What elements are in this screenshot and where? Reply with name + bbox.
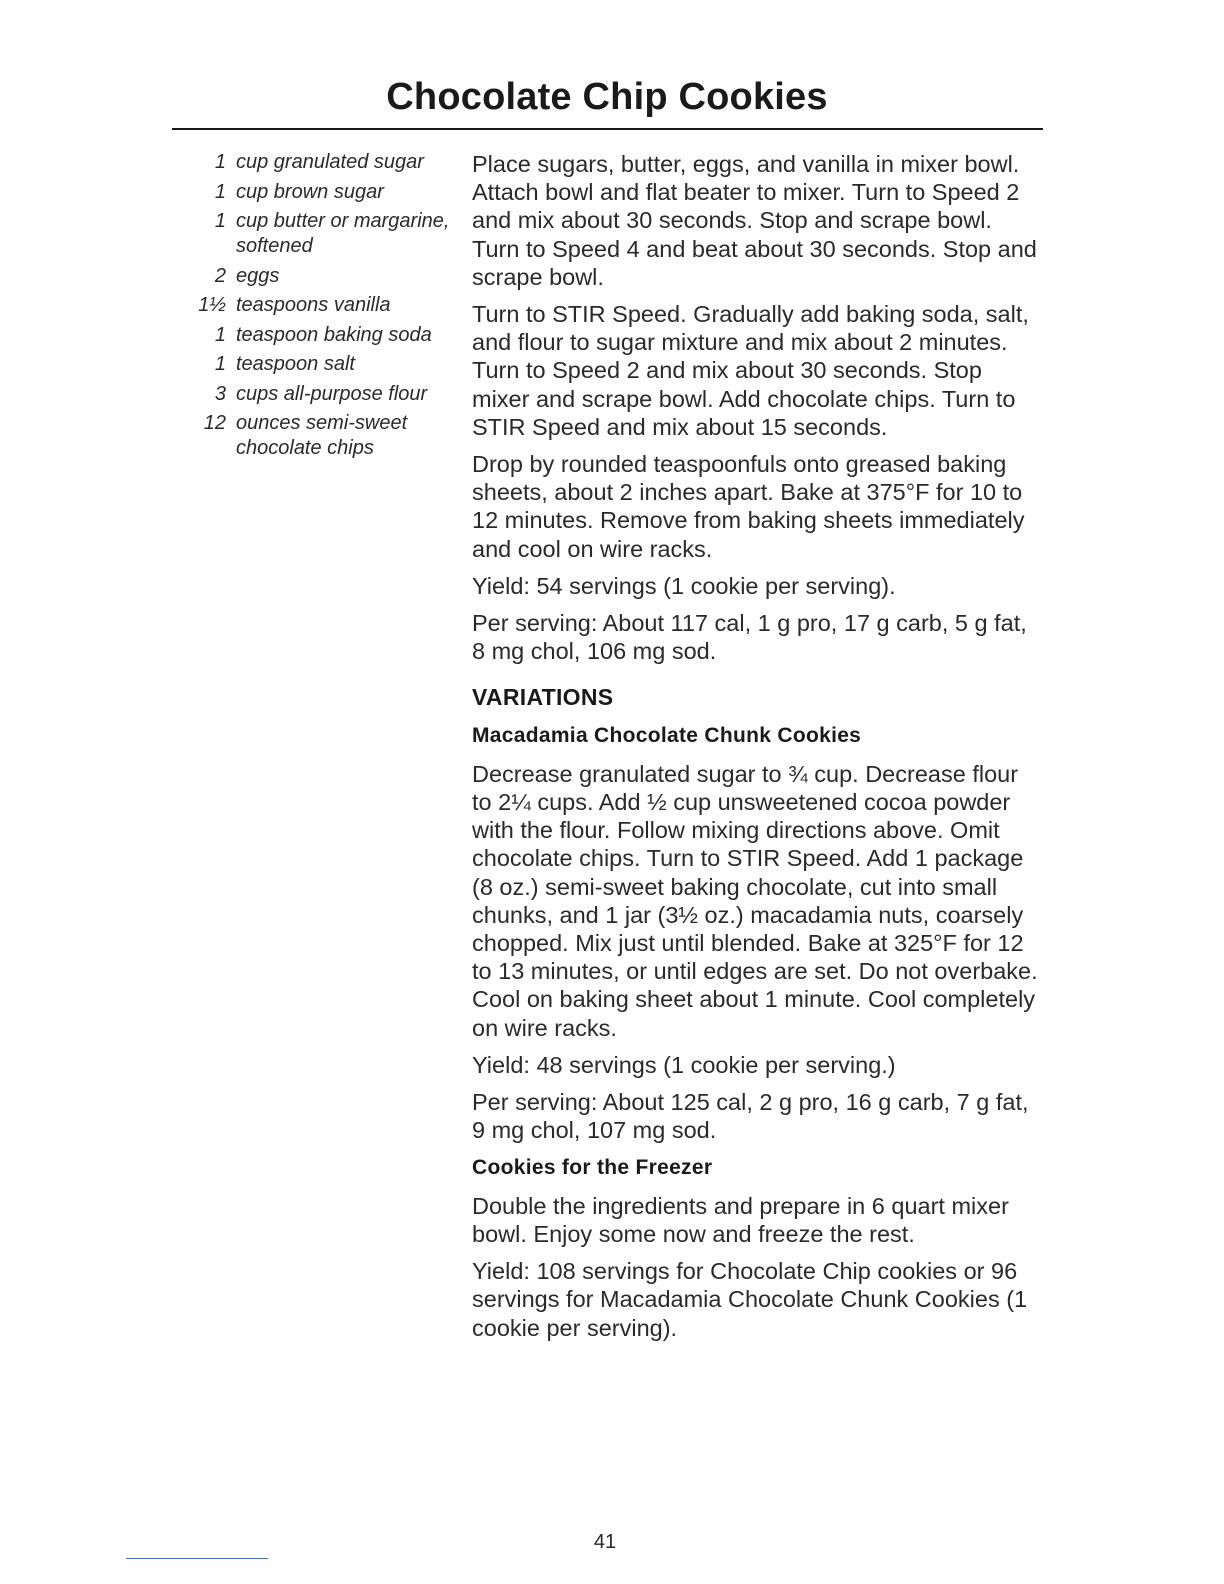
ingredient-qty: 2 [214,264,226,287]
ingredient-qty: 12 [203,412,226,434]
footer-divider [126,1558,268,1559]
instruction-step-1: Place sugars, butter, eggs, and vanilla in mixer bowl. Attach bowl and flat beater to mixer. Turn to Speed 2 and mix about 30 seconds. Stop and scrape bowl. Turn to Speed 4 and beat about 30 seconds. Stop and scrape bowl. [472,151,1037,290]
freezer-heading: Cookies for the Freezer [472,1155,713,1179]
ingredient-qty: 1 [214,180,226,203]
macadamia-yield: Yield: 48 servings (1 cookie per serving.) [472,1051,896,1078]
ingredient-item [188,209,450,259]
macadamia-nutrition: Per serving: About 125 cal, 2 g pro, 16 g carb, 7 g fat, 9 mg chol, 107 mg sod. [472,1089,1029,1144]
variations-heading: VARIATIONS [472,684,614,711]
ingredient-qty: 1 [214,210,226,232]
ingredient-name: teaspoon baking soda [236,323,432,346]
title-divider [172,128,1043,130]
ingredient-item [188,323,450,348]
ingredient-item [188,411,450,461]
macadamia-heading: Macadamia Chocolate Chunk Cookies [472,723,862,747]
ingredient-item [188,150,450,175]
ingredient-name: cup butter or margarine, softened [236,210,450,257]
ingredient-item [188,382,450,407]
macadamia-instructions: Decrease granulated sugar to ¾ cup. Decrease flour to 2¼ cups. Add ½ cup unsweetened cocoa powder with the flour. Follow mixing directions above. Omit chocolate chips. Turn to STIR Speed. Add 1 package (8 oz.) semi-sweet baking chocolate, cut into small chunks, and 1 jar (3½ oz.) macadamia nuts, coarsely chopped. Mix just until blended. Bake at 325°F for 12 to 13 minutes, or until edges are set. Do not overbake. Cool on baking sheet about 1 minute. Cool completely on wire racks. [472,760,1038,1041]
ingredient-item [188,352,450,377]
instructions-column [472,150,1044,1351]
ingredient-name: teaspoons vanilla [236,294,391,316]
yield-text: Yield: 54 servings (1 cookie per serving). [472,572,896,599]
ingredient-name: cup brown sugar [236,180,384,203]
ingredient-qty: 1 [214,353,226,375]
ingredients-list [188,150,450,466]
ingredient-item [188,293,450,318]
ingredient-item [188,264,450,289]
page-number: 41 [593,1531,617,1553]
ingredient-qty: 1 [214,151,226,173]
ingredient-qty: 3 [214,382,226,405]
ingredient-name: teaspoon salt [236,353,355,375]
ingredient-qty: 1 [214,323,226,346]
recipe-title: Chocolate Chip Cookies [386,76,828,118]
nutrition-text: Per serving: About 117 cal, 1 g pro, 17 g carb, 5 g fat, 8 mg chol, 106 mg sod. [472,610,1027,665]
ingredient-name: ounces semi-sweet chocolate chips [236,412,408,459]
freezer-instructions: Double the ingredients and prepare in 6 quart mixer bowl. Enjoy some now and freeze the rest. [472,1192,1009,1247]
instruction-step-2: Turn to STIR Speed. Gradually add baking soda, salt, and flour to sugar mixture and mix about 2 minutes. Turn to Speed 2 and mix about 30 seconds. Stop mixer and scrape bowl. Add chocolate chips. Turn to STIR Speed and mix about 15 seconds. [472,301,1029,440]
instruction-step-3: Drop by rounded teaspoonfuls onto greased baking sheets, about 2 inches apart. Bake at 375°F for 10 to 12 minutes. Remove from baking sheets immediately and cool on wire racks. [472,451,1025,562]
ingredient-name: eggs [236,264,280,287]
ingredient-qty: 1½ [198,294,226,316]
ingredient-item [188,180,450,205]
freezer-yield: Yield: 108 servings for Chocolate Chip cookies or 96 servings for Macadamia Chocolate Chunk Cookies (1 cookie per serving). [472,1258,1028,1341]
ingredient-name: cups all-purpose flour [236,382,428,405]
ingredient-name: cup granulated sugar [236,151,424,173]
